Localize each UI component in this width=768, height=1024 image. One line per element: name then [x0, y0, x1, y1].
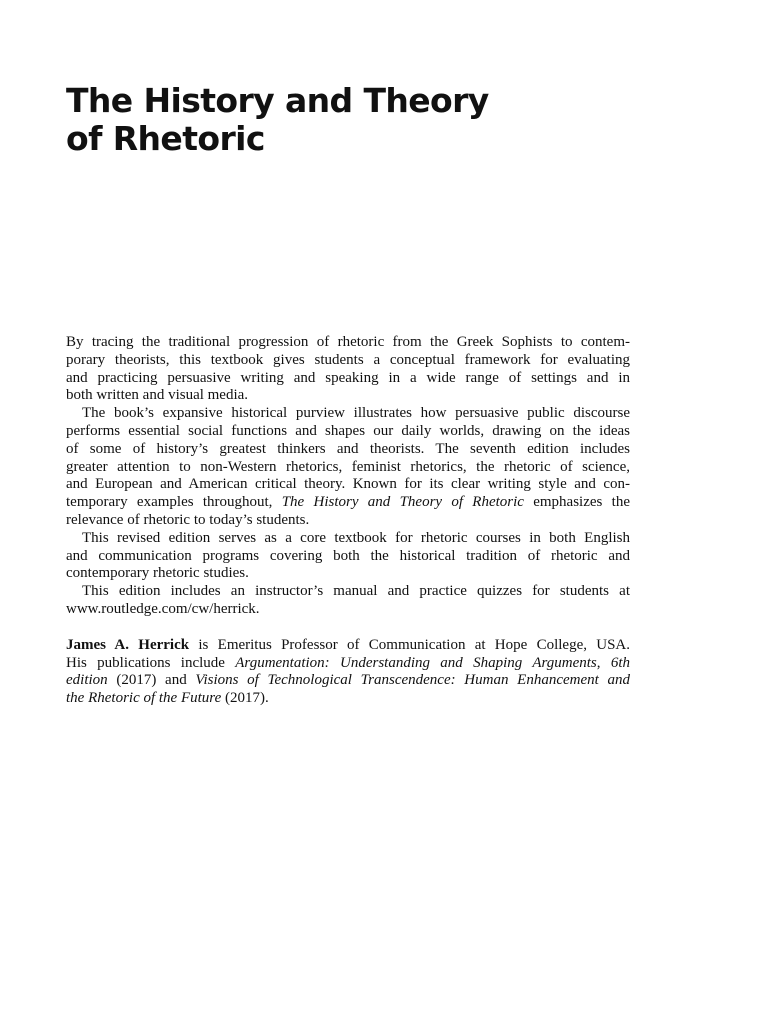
text-line: contemporary rhetoric studies.: [66, 565, 249, 582]
publication-title: Visions of Technological Transcendence: Human Enhancement and: [195, 672, 630, 689]
book-title-line-1: The History and Theory: [66, 81, 489, 120]
text-segment: (2017) and: [107, 672, 196, 689]
publication-title: Argumentation: Understanding and Shaping Arguments: [235, 654, 597, 671]
book-title-line-2: of Rhetoric: [66, 119, 265, 158]
author-bio: [66, 637, 630, 708]
publication-title: the Rhetoric of the Future: [66, 690, 222, 707]
description-paragraph-1: [66, 334, 630, 405]
text-line: By tracing the traditional progression of rhetoric from the Greek Sophists to contem-: [66, 334, 630, 350]
text-line: [66, 494, 630, 512]
text-line: [66, 655, 630, 673]
text-line: both written and visual media.: [66, 387, 249, 404]
text-segment: His publications include: [66, 654, 236, 671]
description-paragraph-4: [66, 583, 630, 619]
text-line: [66, 637, 630, 655]
text-line: of some of history’s greatest thinkers and theorists. The seventh edition includes: [66, 440, 630, 457]
text-line: relevance of rhetoric to today’s students.: [66, 511, 310, 528]
back-cover-text: [66, 334, 630, 708]
companion-website-link: www.routledge.com/cw/herrick.: [66, 600, 260, 617]
text-segment: emphasizes the: [523, 494, 630, 511]
publication-edition: 6th: [610, 654, 630, 671]
text-line: This revised edition serves as a core textbook for rhetoric courses in both English: [82, 529, 630, 546]
book-title: [66, 82, 666, 158]
text-line: and practicing persuasive writing and speaking in a wide range of settings and in: [66, 369, 630, 386]
text-line: [66, 672, 630, 690]
text-segment: (2017).: [221, 690, 269, 707]
description-paragraph-2: [66, 405, 630, 530]
text-line: greater attention to non-Western rhetorics, feminist rhetorics, the rhetoric of science,: [66, 458, 630, 475]
text-line: and communication programs covering both the historical tradition of rhetoric and: [66, 547, 630, 564]
book-title-reference: The History and Theory of Rhetoric: [281, 494, 524, 511]
text-line: and European and American critical theory. Known for its clear writing style and con-: [66, 476, 630, 493]
text-line: The book’s expansive historical purview illustrates how persuasive public discourse: [82, 405, 630, 422]
text-line: This edition includes an instructor’s manual and practice quizzes for students at: [82, 583, 630, 600]
text-line: porary theorists, this textbook gives students a conceptual framework for evaluating: [66, 351, 630, 368]
text-segment: ,: [596, 654, 611, 671]
text-line: [66, 690, 630, 708]
publication-edition: edition: [66, 672, 108, 689]
text-segment: temporary examples throughout,: [66, 494, 282, 511]
text-segment: is Emeritus Professor of Communication at Hope College, USA.: [189, 636, 631, 653]
text-line: performs essential social functions and shapes our daily worlds, drawing on the ideas: [66, 422, 630, 439]
description-paragraph-3: [66, 530, 630, 583]
author-name: James A. Herrick: [66, 636, 190, 653]
